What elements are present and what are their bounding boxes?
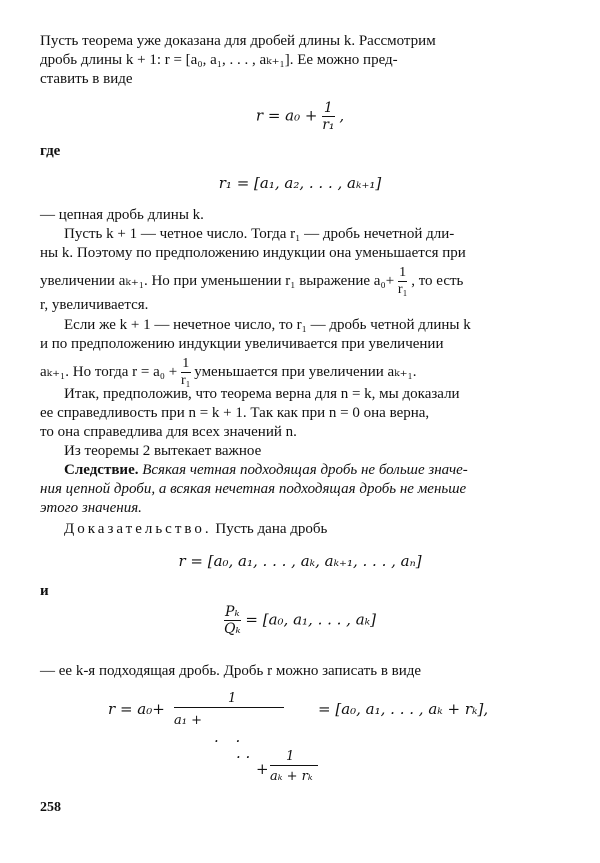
- book-page: Пусть теорема уже доказана для дробей длины k. Рассмотрим дробь длины k + 1: r = [a₀, a₁, . . . , aₖ₊₁]. Ее можно пред- ставить в виде r = a₀ + $\frac{1}{\text{r₁}}$ , где r₁ = [a₁, a₂, . . . , aₖ₊₁] — цепная дробь длины k. Пусть k + 1 — четное число. Тогда r₁ — дробь нечетной дли- ны k. Поэтому по предположению индукции она уменьшается при увеличении aₖ₊₁. Но при уменьшении r₁ выражение a₀+ $\frac{1}{\text{r₁}}$ , то есть r, увеличивается. Если же k + 1 — нечетное число, то r₁ — дробь четной длины k и по предположению индукции увеличивается при увеличении aₖ₊₁. Но тогда r = a₀ + $\frac{1}{\text{r₁}}$ уменьшается при увеличении aₖ₊₁. Итак, предположив, что теорема верна для n = k, мы доказали ее справедливость при n = k + 1. Так как при n = 0 она верна, то она справедлива для всех значений n. Из теоремы 2 вытекает важное Следствие. Всякая четная подходящая дробь не больше значе- ния цепной дроби, а всякая нечетная подходящая дробь не меньше этого значения. Доказательство. Пусть дана дробь r = [a₀, a₁, . . . , aₖ, aₖ₊₁, . . . , aₙ] и $\frac{\text{Pₖ}}{\text{Qₖ}}$ = [a₀, a₁, . . . , aₖ] — ее k-я подходящая дробь. Дробь r можно записать в виде r = a₀+ 1 a₁ + . . . . + 1 aₖ + rₖ = [a₀, a₁, . . . , aₖ + rₖ], 258: [0, 0, 600, 863]
- text-line: ставить в виде: [40, 71, 133, 87]
- page-number: 258: [40, 800, 61, 815]
- text-line: этого значения.: [40, 500, 142, 516]
- fraction: $\frac{1}{\text{r₁}}$: [180, 356, 191, 388]
- proof-heading: Доказательство.: [64, 521, 212, 537]
- text-line: ния цепной дроби, а всякая нечетная подходящая дробь не меньше: [40, 481, 467, 497]
- text-line: где: [40, 143, 61, 159]
- fraction-bar: [174, 707, 284, 708]
- text-line: Итак, предположив, что теорема верна для n = k, мы доказали: [64, 386, 460, 402]
- text-line: ны k. Поэтому по предположению индукции она уменьшается при: [40, 245, 466, 261]
- fraction: $\frac{\text{Pₖ}}{\text{Qₖ}}$: [224, 604, 241, 637]
- text-line: Из теоремы 2 вытекает важное: [64, 443, 262, 459]
- text-line: — ее k-я подходящая дробь. Дробь r можно записать в виде: [40, 663, 422, 679]
- corollary-heading: Следствие.: [64, 462, 139, 478]
- text-line: Пусть теорема уже доказана для дробей длины k. Рассмотрим: [40, 33, 436, 49]
- text-line-with-fraction: aₖ₊₁. Но тогда r = a₀ + $\frac{1}{\text{r₁}}$ уменьшается при увеличении aₖ₊₁.: [40, 356, 417, 388]
- text-line: r, увеличивается.: [40, 297, 149, 313]
- text-line: и: [40, 583, 49, 599]
- text-line: дробь длины k + 1: r = [a₀, a₁, . . . , aₖ₊₁]. Ее можно пред-: [40, 52, 398, 68]
- fraction: $\frac{1}{\text{r₁}}$: [322, 100, 335, 133]
- text-line-with-fraction: увеличении aₖ₊₁. Но при уменьшении r₁ выражение a₀+ $\frac{1}{\text{r₁}}$ , то есть: [40, 265, 464, 297]
- formula-r-full: r = [a₀, a₁, . . . , aₖ, aₖ₊₁, . . . , aₙ]: [178, 552, 422, 570]
- fraction: $\frac{1}{\text{r₁}}$: [397, 265, 408, 297]
- formula-pk-qk: $\frac{\text{Pₖ}}{\text{Qₖ}}$ = [a₀, a₁, . . . , aₖ]: [224, 604, 376, 637]
- text-line: Если же k + 1 — нечетное число, то r₁ — дробь четной длины k: [64, 317, 471, 333]
- text-line: то она справедлива для всех значений n.: [40, 424, 297, 440]
- corollary-line: Следствие. Всякая четная подходящая дробь не больше значе-: [64, 462, 468, 478]
- formula-r1: r₁ = [a₁, a₂, . . . , aₖ₊₁]: [218, 174, 382, 192]
- formula-r-a0-1-r1: r = a₀ + $\frac{1}{\text{r₁}}$ ,: [255, 100, 345, 133]
- text-line: и по предположению индукции увеличивается при увеличении: [40, 336, 444, 352]
- text-line: Пусть k + 1 — четное число. Тогда r₁ — дробь нечетной дли-: [64, 226, 455, 242]
- fraction-bar: [270, 765, 318, 766]
- text-line: ее справедливость при n = k + 1. Так как при n = 0 она верна,: [40, 405, 430, 421]
- proof-line: Доказательство. Пусть дана дробь: [64, 521, 328, 537]
- text-line: — цепная дробь длины k.: [40, 207, 204, 223]
